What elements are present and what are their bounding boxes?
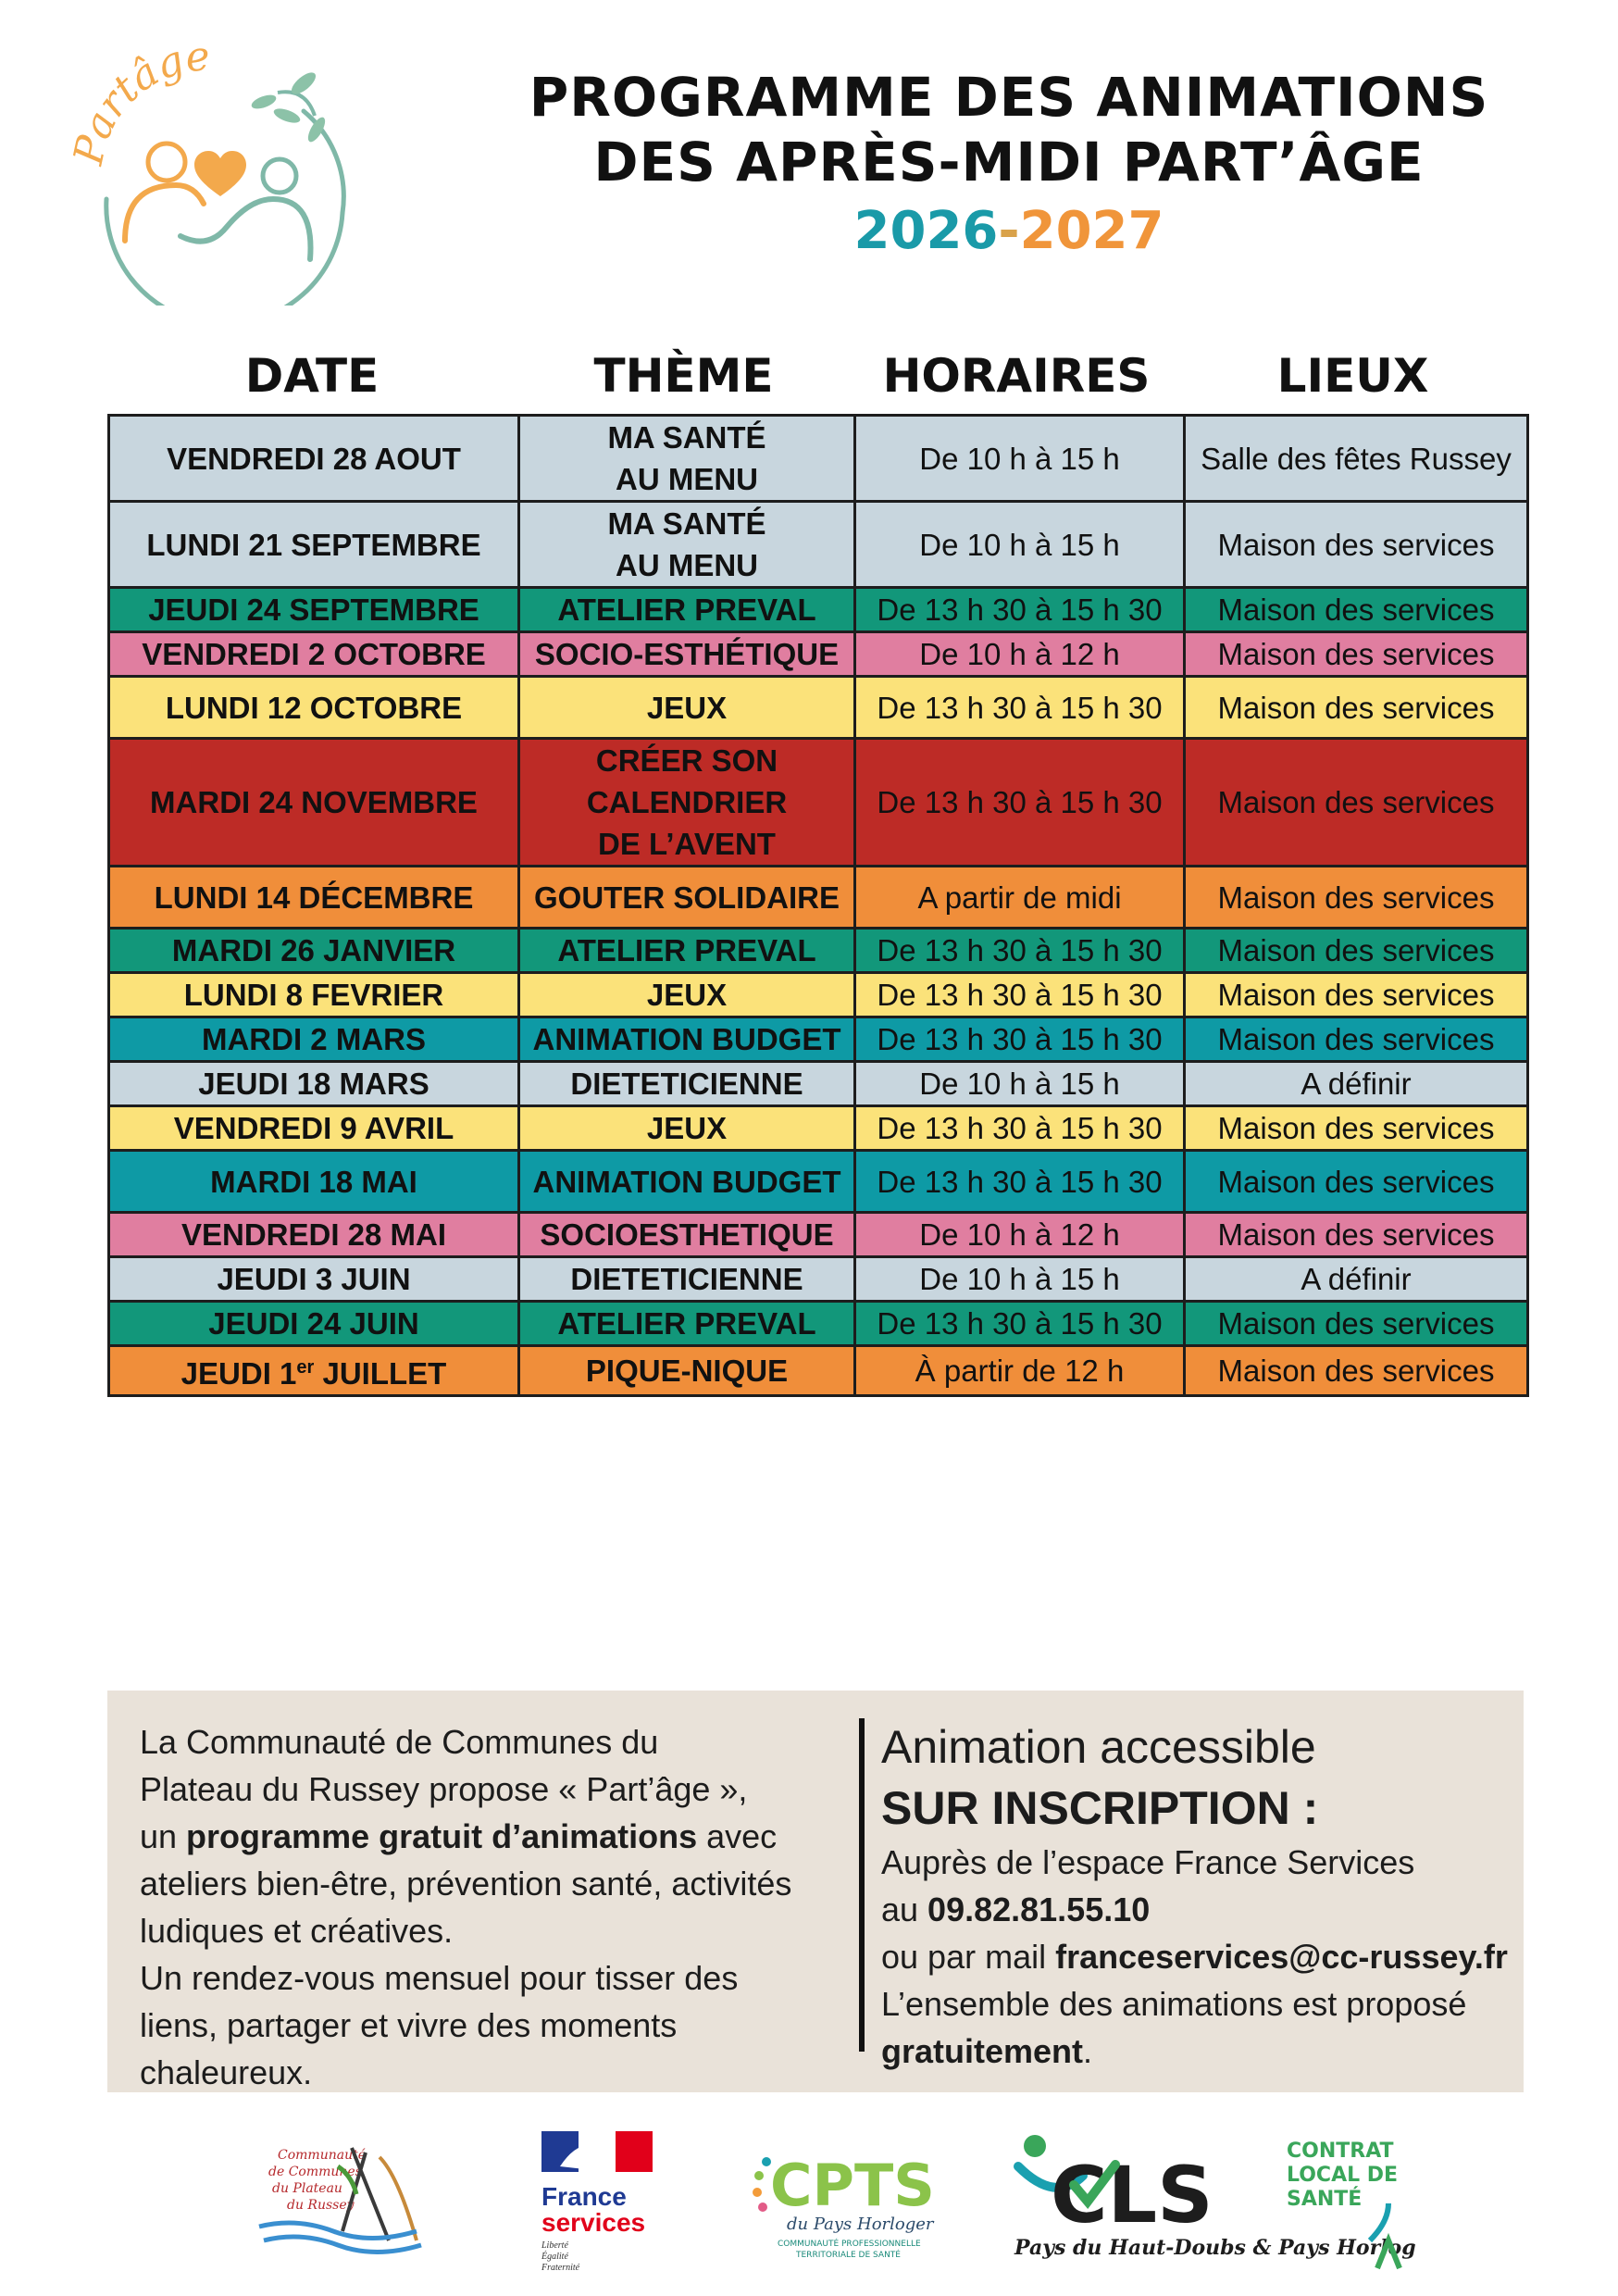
schedule-row: [109, 588, 1528, 632]
cell-theme: JEUX: [519, 677, 855, 739]
cell-date: LUNDI 12 OCTOBRE: [109, 677, 519, 739]
schedule-row: [109, 1213, 1528, 1257]
cell-place: Maison des services: [1185, 502, 1528, 588]
schedule-row: [109, 1346, 1528, 1396]
cell-theme: ANIMATION BUDGET: [519, 1151, 855, 1213]
cell-hours: À partir de 12 h: [855, 1346, 1185, 1396]
svg-text:France: France: [541, 2182, 627, 2211]
schedule-row: [109, 973, 1528, 1017]
schedule-row: [109, 1062, 1528, 1106]
registration-info: [881, 1716, 1520, 2075]
svg-text:COMMUNAUTÉ PROFESSIONNELLE: COMMUNAUTÉ PROFESSIONNELLE: [778, 2240, 921, 2249]
cell-hours: De 13 h 30 à 15 h 30: [855, 1302, 1185, 1346]
vertical-divider: [859, 1718, 865, 2052]
cell-hours: De 10 h à 15 h: [855, 1257, 1185, 1302]
schedule-row: [109, 867, 1528, 929]
svg-text:CONTRAT: CONTRAT: [1287, 2140, 1394, 2163]
schedule-row: [109, 416, 1528, 502]
cell-place: Maison des services: [1185, 632, 1528, 677]
cell-place: A définir: [1185, 1257, 1528, 1302]
cell-date: LUNDI 21 SEPTEMBRE: [109, 502, 519, 588]
description-line: un programme gratuit d’animations avec: [140, 1817, 778, 1855]
year-start: 2026: [853, 201, 999, 261]
column-header-date: DATE: [244, 349, 380, 403]
year-end: 2027: [1019, 201, 1164, 261]
svg-text:TERRITORIALE DE SANTÉ: TERRITORIALE DE SANTÉ: [796, 2251, 901, 2260]
cell-place: Maison des services: [1185, 1151, 1528, 1213]
cell-date: VENDREDI 28 AOUT: [109, 416, 519, 502]
phone-number[interactable]: 09.82.81.55.10: [927, 1890, 1151, 1928]
cell-theme: JEUX: [519, 1106, 855, 1151]
registration-heading: Animation accessible: [881, 1721, 1316, 1773]
description-line: ateliers bien-être, prévention santé, activités: [140, 1865, 792, 1903]
registration-required: SUR INSCRIPTION :: [881, 1782, 1319, 1834]
phone-line: au 09.82.81.55.10: [881, 1890, 1151, 1928]
cell-place: Maison des services: [1185, 588, 1528, 632]
title-line-1: PROGRAMME DES ANIMATIONS: [529, 66, 1489, 129]
two-people-heart-wreath-icon: [65, 37, 370, 306]
description-line: chaleureux.: [140, 2053, 313, 2091]
cell-place: Maison des services: [1185, 1106, 1528, 1151]
cell-hours: De 10 h à 15 h: [855, 416, 1185, 502]
free-program-highlight: programme gratuit d’animations: [186, 1817, 698, 1855]
cell-place: Maison des services: [1185, 1302, 1528, 1346]
description-line: Plateau du Russey propose « Part’âge »,: [140, 1770, 748, 1808]
cell-hours: De 13 h 30 à 15 h 30: [855, 1151, 1185, 1213]
cell-place: Salle des fêtes Russey: [1185, 416, 1528, 502]
cell-hours: De 10 h à 12 h: [855, 1213, 1185, 1257]
cell-theme: PIQUE-NIQUE: [519, 1346, 855, 1396]
cell-theme: MA SANTÉ AU MENU: [519, 502, 855, 588]
title-block: [518, 65, 1500, 267]
cell-date: VENDREDI 28 MAI: [109, 1213, 519, 1257]
cell-theme: JEUX: [519, 973, 855, 1017]
cell-date: LUNDI 14 DÉCEMBRE: [109, 867, 519, 929]
cell-theme: GOUTER SOLIDAIRE: [519, 867, 855, 929]
registration-line: L’ensemble des animations est proposé: [881, 1985, 1467, 2023]
schedule-row: [109, 632, 1528, 677]
cell-place: A définir: [1185, 1062, 1528, 1106]
svg-text:du Russey: du Russey: [287, 2198, 355, 2213]
cell-date: LUNDI 8 FEVRIER: [109, 973, 519, 1017]
cell-hours: De 10 h à 12 h: [855, 632, 1185, 677]
cell-date: VENDREDI 2 OCTOBRE: [109, 632, 519, 677]
schedule-row: [109, 1302, 1528, 1346]
schedule-row: [109, 1106, 1528, 1151]
cell-date: JEUDI 1er JUILLET: [109, 1346, 519, 1396]
cell-place: Maison des services: [1185, 1346, 1528, 1396]
schedule-row: [109, 677, 1528, 739]
cell-date: MARDI 2 MARS: [109, 1017, 519, 1062]
schedule-row: [109, 502, 1528, 588]
title-line-2: DES APRÈS-MIDI PART’ÂGE: [593, 131, 1425, 193]
info-panel: [107, 1691, 1524, 2092]
svg-text:CPTS: CPTS: [770, 2152, 935, 2219]
svg-text:LOCAL DE: LOCAL DE: [1287, 2164, 1399, 2187]
cell-theme: CRÉER SON CALENDRIER DE L’AVENT: [519, 739, 855, 867]
svg-text:Liberté: Liberté: [541, 2240, 568, 2251]
schedule-row: [109, 1257, 1528, 1302]
cell-hours: De 13 h 30 à 15 h 30: [855, 588, 1185, 632]
svg-text:CLS: CLS: [1051, 2150, 1214, 2240]
svg-text:Égalité: Égalité: [541, 2252, 568, 2262]
svg-text:Fraternité: Fraternité: [541, 2263, 580, 2273]
svg-text:du Pays Horloger: du Pays Horloger: [787, 2215, 934, 2234]
year-range: [518, 196, 1500, 267]
cell-place: Maison des services: [1185, 739, 1528, 867]
svg-text:du Plateau: du Plateau: [272, 2181, 342, 2196]
cell-place: Maison des services: [1185, 1213, 1528, 1257]
cell-date: JEUDI 24 JUIN: [109, 1302, 519, 1346]
partner-logos: [250, 2129, 1416, 2273]
cls-logo: [1009, 2129, 1416, 2277]
cell-theme: ATELIER PREVAL: [519, 1302, 855, 1346]
cell-place: Maison des services: [1185, 1017, 1528, 1062]
schedule-table: [107, 414, 1529, 1397]
cpts-logo: [750, 2139, 963, 2268]
cell-place: Maison des services: [1185, 677, 1528, 739]
email-address[interactable]: franceservices@cc-russey.fr: [1055, 1938, 1508, 1976]
cell-date: JEUDI 24 SEPTEMBRE: [109, 588, 519, 632]
cell-place: Maison des services: [1185, 973, 1528, 1017]
cell-theme: DIETETICIENNE: [519, 1062, 855, 1106]
column-headers: [108, 343, 1525, 409]
svg-text:SANTÉ: SANTÉ: [1287, 2188, 1363, 2211]
email-line: ou par mail franceservices@cc-russey.fr: [881, 1938, 1508, 1976]
cell-date: JEUDI 18 MARS: [109, 1062, 519, 1106]
registration-line: Auprès de l’espace France Services: [881, 1843, 1415, 1881]
marianne-icon: [532, 2129, 662, 2277]
cell-hours: De 13 h 30 à 15 h 30: [855, 1106, 1185, 1151]
description-line: ludiques et créatives.: [140, 1912, 454, 1950]
year-separator: -: [998, 201, 1020, 261]
svg-text:services: services: [541, 2208, 646, 2237]
cell-theme: MA SANTÉ AU MENU: [519, 416, 855, 502]
cell-theme: ATELIER PREVAL: [519, 588, 855, 632]
svg-text:Pays du Haut-Doubs & Pays Horl: Pays du Haut-Doubs & Pays Horloger: [1014, 2236, 1416, 2260]
cell-theme: SOCIOESTHETIQUE: [519, 1213, 855, 1257]
svg-text:de Communes: de Communes: [268, 2165, 362, 2179]
column-header-theme: THÈME: [593, 349, 774, 403]
cell-date: VENDREDI 9 AVRIL: [109, 1106, 519, 1151]
schedule-row: [109, 929, 1528, 973]
cell-theme: SOCIO-ESTHÉTIQUE: [519, 632, 855, 677]
cell-hours: De 13 h 30 à 15 h 30: [855, 1017, 1185, 1062]
ccpr-logo-icon: [250, 2139, 435, 2259]
cell-hours: De 10 h à 15 h: [855, 1062, 1185, 1106]
description-line: La Communauté de Communes du: [140, 1723, 659, 1761]
cell-date: MARDI 24 NOVEMBRE: [109, 739, 519, 867]
cell-hours: A partir de midi: [855, 867, 1185, 929]
column-header-hours: HORAIRES: [882, 349, 1151, 403]
schedule-row: [109, 739, 1528, 867]
cell-theme: ATELIER PREVAL: [519, 929, 855, 973]
cell-date: MARDI 18 MAI: [109, 1151, 519, 1213]
france-services-logo: [532, 2129, 662, 2277]
cell-theme: ANIMATION BUDGET: [519, 1017, 855, 1062]
cell-theme: DIETETICIENNE: [519, 1257, 855, 1302]
schedule-row: [109, 1151, 1528, 1213]
description-line: liens, partager et vivre des moments: [140, 2006, 678, 2044]
free-line: gratuitement.: [881, 2032, 1093, 2070]
cell-hours: De 13 h 30 à 15 h 30: [855, 677, 1185, 739]
cls-logo-icon: [1009, 2129, 1416, 2277]
logo-text: Partâge: [65, 37, 212, 169]
schedule-row: [109, 1017, 1528, 1062]
cpts-logo-icon: [750, 2139, 963, 2268]
description-line: Un rendez-vous mensuel pour tisser des: [140, 1959, 739, 1997]
svg-text:Communauté: Communauté: [278, 2148, 366, 2163]
program-description: [140, 1718, 862, 2096]
ccpr-logo: [250, 2139, 435, 2259]
cell-date: JEUDI 3 JUIN: [109, 1257, 519, 1302]
column-header-place: LIEUX: [1276, 349, 1429, 403]
cell-hours: De 13 h 30 à 15 h 30: [855, 929, 1185, 973]
cell-hours: De 13 h 30 à 15 h 30: [855, 739, 1185, 867]
cell-place: Maison des services: [1185, 929, 1528, 973]
cell-date: MARDI 26 JANVIER: [109, 929, 519, 973]
cell-place: Maison des services: [1185, 867, 1528, 929]
partage-logo: [65, 37, 370, 306]
cell-hours: De 13 h 30 à 15 h 30: [855, 973, 1185, 1017]
cell-hours: De 10 h à 15 h: [855, 502, 1185, 588]
